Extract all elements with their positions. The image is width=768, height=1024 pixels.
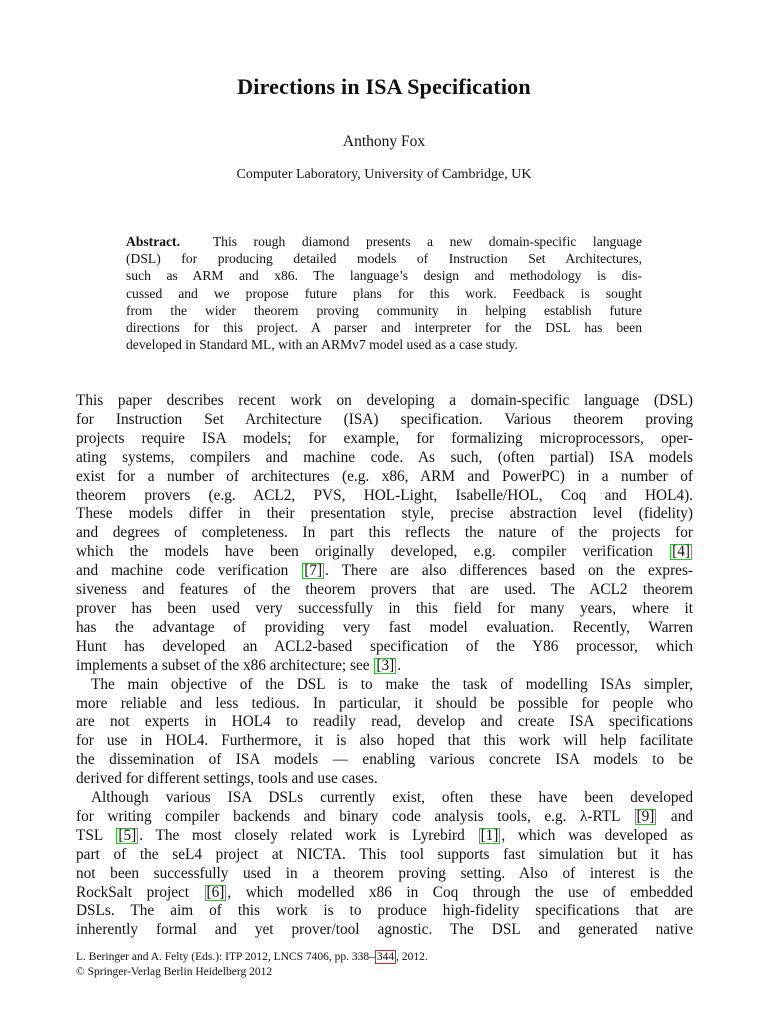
abstract-line-2: (DSL) for producing detailed models of Instruction Set Architectures, [126,251,642,267]
body-line-25: part of the seL4 project at NICTA. This tool supports fast simulation but it has [76,845,693,863]
body-line-19: for use in HOL4. Furthermore, it is also hoped that this work will help facilitate [76,732,693,750]
abstract-line-5: from the wider theorem proving community in helping establish future [126,302,642,318]
body-line-9 [76,543,693,562]
footer-text: , 2012. [396,951,428,963]
body-line-8: and degrees of completeness. In part this reflects the nature of the projects for [76,524,693,542]
body-line-4: ating systems, compilers and machine code. As such, (often partial) ISA models [76,448,693,466]
body-text-segment: for writing compiler backends and binary code analysis tools, e.g. λ-RTL [76,807,620,825]
abstract [126,233,642,353]
page-link[interactable]: 344 [376,951,395,963]
body-line-17: more reliable and less tedious. In particular, it should be possible for people who [76,694,693,712]
footer-citation [76,950,693,965]
abstract-label: Abstract. [126,234,180,249]
citation-link[interactable]: [3] [376,656,395,674]
body-line-6: theorem provers (e.g. ACL2, PVS, HOL-Light, Isabelle/HOL, Coq and HOL4). [76,486,693,504]
body-text-segment: , which modelled x86 in Coq through the use of embedded [227,883,694,901]
body-text-segment: . There are also differences based on the expres- [325,562,693,580]
body-line-21: derived for different settings, tools and use cases. [76,770,378,788]
body-text-segment: , which was developed as [501,826,693,844]
body-line-27 [76,884,693,903]
body-text-segment: . [397,656,402,674]
citation-link[interactable]: [4] [672,543,690,561]
body-text-segment: and [670,807,694,825]
body-line-10 [76,562,693,581]
citation-link[interactable]: [6] [206,883,225,901]
page-footer [76,950,693,980]
body-line-13: has the advantage of providing very fast model evaluation. Recently, Warren [76,618,693,636]
author-name: Anthony Fox [342,133,426,150]
citation-link[interactable]: [1] [480,826,499,844]
body-line-2: for Instruction Set Architecture (ISA) specification. Various theorem proving [76,410,693,428]
body-line-7: These models differ in their presentation style, precise abstraction level (fidelity) [76,505,693,523]
citation-link[interactable]: [7] [304,562,323,580]
body-line-3: projects require ISA models; for example, for formalizing microprocessors, oper- [76,429,693,447]
body-line-11: siveness and features of the theorem provers that are used. The ACL2 theorem [76,581,693,599]
body-line-14: Hunt has developed an ACL2-based specification of the Y86 processor, which [76,637,693,655]
body-text-segment: implements a subset of the x86 architecture; see [76,656,370,674]
body-line-23 [76,808,693,827]
body-line-22: Although various ISA DSLs currently exist, often these have been developed [91,789,693,807]
citation-link[interactable]: [9] [636,807,655,825]
body-line-1: This paper describes recent work on developing a domain-specific language (DSL) [76,392,693,409]
body-line-15 [76,657,693,676]
abstract-text: This rough diamond presents a new domain-specific language [212,234,642,249]
body-line-20: the dissemination of ISA models — enabling various concrete ISA models to be [76,751,693,769]
body-line-28: DSLs. The aim of this work is to produce high-fidelity specifications that are [76,902,693,920]
body-text-segment: . The most closely related work is Lyrebird [139,826,465,844]
body-text-segment: which the models have been originally developed, e.g. compiler verification [76,543,653,561]
body-text-segment: and machine code verification [76,562,289,580]
abstract-line-4: cussed and we propose future plans for this work. Feedback is sought [126,285,642,301]
abstract-line-3: such as ARM and x86. The language’s design and methodology is dis- [126,268,642,284]
body-text-segment: TSL [76,826,103,844]
body-line-5: exist for a number of architectures (e.g. x86, ARM and PowerPC) in a number of [76,467,693,485]
footer-text: L. Beringer and A. Felty (Eds.): ITP 2012, LNCS 7406, pp. 338– [76,951,375,963]
body-line-12: prover has been used very successfully in this field for many years, where it [76,599,693,617]
footer-copyright: © Springer-Verlag Berlin Heidelberg 2012 [76,966,273,978]
body-line-18: are not experts in HOL4 to readily read, develop and create ISA specifications [76,713,693,731]
author-affiliation: Computer Laboratory, University of Cambridge, UK [236,167,532,182]
body-line-24 [76,827,693,846]
body-text [76,392,693,940]
body-line-26: not been successfully used in a theorem proving setting. Also of interest is the [76,864,693,882]
abstract-line-6: directions for this project. A parser and interpreter for the DSL has been [126,320,642,336]
paper-title: Directions in ISA Specification [237,74,531,99]
body-line-16: The main objective of the DSL is to make the task of modelling ISAs simpler, [91,675,693,693]
abstract-line-1 [126,233,642,250]
body-text-segment: RockSalt project [76,883,190,901]
body-line-29: inherently formal and yet prover/tool agnostic. The DSL and generated native [76,921,693,939]
abstract-line-7: developed in Standard ML, with an ARMv7 model used as a case study. [126,337,518,353]
citation-link[interactable]: [5] [118,826,137,844]
